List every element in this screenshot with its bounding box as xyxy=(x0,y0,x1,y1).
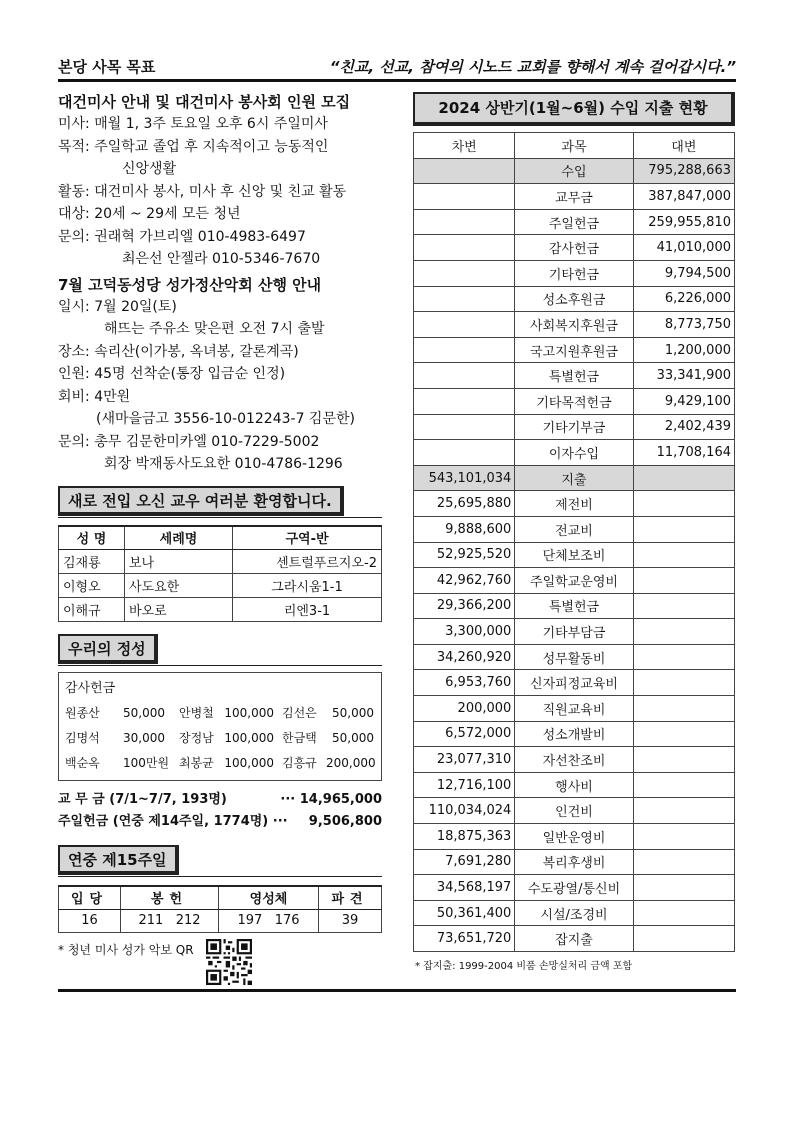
page-header xyxy=(58,54,736,82)
expense-category: 성소개발비 xyxy=(515,721,633,747)
table-row xyxy=(414,670,735,696)
welcome-title: 새로 전입 오신 교우 여러분 환영합니다. xyxy=(58,486,344,516)
expense-amount: 12,716,100 xyxy=(414,772,515,798)
income-category: 기타목적헌금 xyxy=(515,388,633,414)
donor-name: 한금택 xyxy=(282,731,317,745)
credit-cell xyxy=(633,542,734,568)
income-total: 795,288,663 xyxy=(633,158,734,184)
table-row xyxy=(414,696,735,722)
credit-cell xyxy=(633,747,734,773)
debit-cell xyxy=(414,209,515,235)
stats-header: 파견 xyxy=(319,886,382,909)
income-category: 이자수입 xyxy=(515,440,633,466)
income-category: 특별헌금 xyxy=(515,363,633,389)
thanks-offering-title: 감사헌금 xyxy=(65,681,116,696)
stats-header: 영성체 xyxy=(219,886,319,909)
expense-category: 행사비 xyxy=(515,772,633,798)
credit-cell xyxy=(633,696,734,722)
welcome-header: 세례명 xyxy=(125,526,233,550)
hike-title: 7월 고덕동성당 성가정산악회 산행 안내 xyxy=(58,275,322,294)
offertory-count: 211 212 xyxy=(121,909,219,932)
expense-category: 특별헌금 xyxy=(515,593,633,619)
expense-category: 자선찬조비 xyxy=(515,747,633,773)
debit-cell xyxy=(414,235,515,261)
debit-cell xyxy=(414,158,515,184)
expense-category: 복리후생비 xyxy=(515,849,633,875)
donor-amount: 50,000 xyxy=(123,706,165,720)
hike-line: (새마을금고 3556-10-012243-7 김문한) xyxy=(96,411,355,427)
income-category: 사회복지후원금 xyxy=(515,312,633,338)
dismissal-count: 39 xyxy=(319,909,382,932)
member-district: 그라시움1-1 xyxy=(233,574,382,598)
stats-header: 봉헌 xyxy=(121,886,219,909)
donor-name: 김선은 xyxy=(282,706,317,720)
communion-count: 197 176 xyxy=(219,909,319,932)
finance-header: 대변 xyxy=(633,133,734,159)
tithe-value: ··· 14,965,000 xyxy=(280,792,382,807)
donor-name: 백순옥 xyxy=(65,756,100,770)
table-row xyxy=(414,440,735,466)
expense-amount: 3,300,000 xyxy=(414,619,515,645)
expense-amount: 200,000 xyxy=(414,696,515,722)
list-item xyxy=(65,751,375,776)
income-amount: 33,341,900 xyxy=(633,363,734,389)
table-row xyxy=(414,619,735,645)
credit-cell xyxy=(633,516,734,542)
table-row xyxy=(414,875,735,901)
mass-title: 대건미사 안내 및 대건미사 봉사회 인원 모집 xyxy=(58,93,351,111)
stats-heading xyxy=(58,845,382,877)
table-row xyxy=(414,209,735,235)
income-category: 성소후원금 xyxy=(515,286,633,312)
expense-category: 일반운영비 xyxy=(515,824,633,850)
sunday-offering-value: 9,506,800 xyxy=(308,814,382,829)
expense-amount: 25,695,880 xyxy=(414,491,515,517)
mass-line: 최은선 안젤라 010-5346-7670 xyxy=(122,251,321,267)
income-category: 감사헌금 xyxy=(515,235,633,261)
expense-amount: 42,962,760 xyxy=(414,568,515,594)
list-item xyxy=(65,726,375,751)
entrance-count: 16 xyxy=(59,909,121,932)
welcome-table xyxy=(58,525,382,623)
table-row xyxy=(414,721,735,747)
donor-name: 최봉균 xyxy=(179,756,214,770)
table-row xyxy=(414,568,735,594)
debit-cell xyxy=(414,388,515,414)
finance-note: * 잡지출: 1999-2004 비품 손망실처리 금액 포함 xyxy=(415,961,633,972)
hike-section xyxy=(58,275,382,476)
credit-cell xyxy=(633,875,734,901)
income-amount: 41,010,000 xyxy=(633,235,734,261)
expense-amount: 6,953,760 xyxy=(414,670,515,696)
finance-table xyxy=(413,132,735,952)
finance-header: 과목 xyxy=(515,133,633,159)
table-row xyxy=(414,286,735,312)
credit-cell xyxy=(633,798,734,824)
credit-cell xyxy=(633,670,734,696)
expense-total: 543,101,034 xyxy=(414,465,515,491)
income-amount: 11,708,164 xyxy=(633,440,734,466)
credit-cell xyxy=(633,568,734,594)
debit-cell xyxy=(414,286,515,312)
expense-amount: 23,077,310 xyxy=(414,747,515,773)
table-row xyxy=(414,747,735,773)
welcome-heading xyxy=(58,486,382,518)
table-row xyxy=(59,550,382,574)
donor-amount: 50,000 xyxy=(332,731,374,745)
debit-cell xyxy=(414,312,515,338)
table-row xyxy=(414,824,735,850)
table-row xyxy=(414,260,735,286)
qr-code-icon[interactable] xyxy=(206,939,252,985)
offering-heading xyxy=(58,634,382,666)
donor-name: 김흥규 xyxy=(282,756,317,770)
sunday-offering-label: 주일헌금 (연중 제14주일, 1774명) ··· xyxy=(58,814,288,829)
expense-amount: 18,875,363 xyxy=(414,824,515,850)
expense-amount: 9,888,600 xyxy=(414,516,515,542)
table-row xyxy=(414,798,735,824)
table-row xyxy=(59,574,382,598)
table-row xyxy=(414,158,735,184)
table-row xyxy=(414,388,735,414)
income-amount: 6,226,000 xyxy=(633,286,734,312)
hike-line: 장소: 속리산(이가봉, 옥녀봉, 갈론계곡) xyxy=(58,343,299,360)
table-row xyxy=(414,926,735,952)
qr-note: * 청년 미사 성가 악보 QR xyxy=(58,942,194,957)
stats-title: 연중 제15주일 xyxy=(58,845,179,875)
table-row xyxy=(414,363,735,389)
credit-cell xyxy=(633,644,734,670)
mass-line: 문의: 권래혁 가브리엘 010-4983-6497 xyxy=(58,228,306,245)
expense-label: 지출 xyxy=(515,465,633,491)
income-amount: 9,794,500 xyxy=(633,260,734,286)
list-item xyxy=(65,701,375,726)
credit-cell xyxy=(633,721,734,747)
expense-category: 시설/조경비 xyxy=(515,900,633,926)
expense-category: 직원교육비 xyxy=(515,696,633,722)
welcome-header: 성 명 xyxy=(59,526,125,550)
member-baptismal-name: 사도요한 xyxy=(125,574,233,598)
expense-amount: 7,691,280 xyxy=(414,849,515,875)
income-amount: 8,773,750 xyxy=(633,312,734,338)
member-district: 센트럴푸르지오-2 xyxy=(233,550,382,574)
tithe-label: 교 무 금 (7/1~7/7, 193명) xyxy=(58,792,227,807)
right-column xyxy=(413,92,735,972)
mass-line: 미사: 매월 1, 3주 토요일 오후 6시 주일미사 xyxy=(58,116,328,132)
left-column xyxy=(58,92,382,985)
table-row xyxy=(414,644,735,670)
income-amount: 259,955,810 xyxy=(633,209,734,235)
hike-line: 문의: 총무 김문한미카엘 010-7229-5002 xyxy=(58,433,320,450)
donor-name: 안병철 xyxy=(179,706,214,720)
donor-amount: 100,000 xyxy=(224,706,274,720)
hike-line: 회비: 4만원 xyxy=(58,388,131,405)
table-row xyxy=(414,491,735,517)
offering-title: 우리의 정성 xyxy=(58,634,158,664)
donor-amount: 100,000 xyxy=(224,756,274,770)
expense-category: 전교비 xyxy=(515,516,633,542)
debit-cell xyxy=(414,363,515,389)
member-baptismal-name: 바오로 xyxy=(125,598,233,622)
member-name: 이해규 xyxy=(59,598,125,622)
table-row xyxy=(59,598,382,622)
expense-amount: 73,651,720 xyxy=(414,926,515,952)
table-row xyxy=(414,900,735,926)
hike-line: 일시: 7월 20일(토) xyxy=(58,298,177,315)
table-row xyxy=(414,184,735,210)
welcome-header: 구역-반 xyxy=(233,526,382,550)
expense-category: 단체보조비 xyxy=(515,542,633,568)
table-row xyxy=(414,772,735,798)
header-title: 본당 사목 목표 xyxy=(58,58,156,76)
table-row xyxy=(414,849,735,875)
income-label: 수입 xyxy=(515,158,633,184)
sunday-offering-summary xyxy=(58,811,382,833)
expense-category: 수도광열/통신비 xyxy=(515,875,633,901)
table-row xyxy=(414,465,735,491)
mass-line: 대상: 20세 ~ 29세 모든 청년 xyxy=(58,206,241,222)
table-row xyxy=(414,312,735,338)
stats-header: 입당 xyxy=(59,886,121,909)
debit-cell xyxy=(414,184,515,210)
finance-body xyxy=(414,158,735,951)
expense-category: 제전비 xyxy=(515,491,633,517)
table-row xyxy=(414,337,735,363)
table-row xyxy=(59,909,382,932)
donor-name: 장정남 xyxy=(179,731,214,745)
expense-amount: 52,925,520 xyxy=(414,542,515,568)
member-name: 이형오 xyxy=(59,574,125,598)
mass-section xyxy=(58,92,382,271)
income-amount: 387,847,000 xyxy=(633,184,734,210)
income-category: 기타헌금 xyxy=(515,260,633,286)
donor-amount: 100만원 xyxy=(123,756,170,770)
finance-title: 2024 상반기(1월~6월) 수입 지출 현황 xyxy=(413,92,735,126)
expense-amount: 6,572,000 xyxy=(414,721,515,747)
credit-cell xyxy=(633,465,734,491)
thanks-offering-box xyxy=(58,672,382,781)
mass-line: 신앙생활 xyxy=(122,161,177,177)
debit-cell xyxy=(414,440,515,466)
header-motto: “친교, 선교, 참여의 시노드 교회를 향해서 계속 걸어갑시다.” xyxy=(329,58,736,76)
donor-amount: 30,000 xyxy=(123,731,165,745)
expense-amount: 29,366,200 xyxy=(414,593,515,619)
credit-cell xyxy=(633,926,734,952)
member-district: 리엔3-1 xyxy=(233,598,382,622)
mass-line: 활동: 대건미사 봉사, 미사 후 신앙 및 친교 활동 xyxy=(58,183,347,200)
mass-line: 목적: 주일학교 졸업 후 지속적이고 능동적인 xyxy=(58,138,329,155)
finance-header: 차변 xyxy=(414,133,515,159)
income-category: 기타기부금 xyxy=(515,414,633,440)
debit-cell xyxy=(414,260,515,286)
expense-amount: 34,260,920 xyxy=(414,644,515,670)
income-amount: 2,402,439 xyxy=(633,414,734,440)
donor-amount: 100,000 xyxy=(224,731,274,745)
credit-cell xyxy=(633,593,734,619)
credit-cell xyxy=(633,772,734,798)
member-baptismal-name: 보나 xyxy=(125,550,233,574)
member-name: 김재룡 xyxy=(59,550,125,574)
income-amount: 1,200,000 xyxy=(633,337,734,363)
income-category: 주일헌금 xyxy=(515,209,633,235)
income-category: 교무금 xyxy=(515,184,633,210)
expense-category: 주일학교운영비 xyxy=(515,568,633,594)
credit-cell xyxy=(633,849,734,875)
credit-cell xyxy=(633,619,734,645)
income-amount: 9,429,100 xyxy=(633,388,734,414)
hike-line: 인원: 45명 선착순(통장 입금순 인정) xyxy=(58,366,286,382)
expense-category: 성무활동비 xyxy=(515,644,633,670)
expense-amount: 110,034,024 xyxy=(414,798,515,824)
expense-amount: 34,568,197 xyxy=(414,875,515,901)
table-row xyxy=(414,593,735,619)
table-row xyxy=(414,516,735,542)
debit-cell xyxy=(414,414,515,440)
donor-name: 김명석 xyxy=(65,731,100,745)
credit-cell xyxy=(633,824,734,850)
hike-line: 해뜨는 주유소 맞은편 오전 7시 출발 xyxy=(104,321,325,337)
expense-amount: 50,361,400 xyxy=(414,900,515,926)
donor-amount: 50,000 xyxy=(332,706,374,720)
footer-divider xyxy=(58,989,736,992)
income-category: 국고지원후원금 xyxy=(515,337,633,363)
donor-name: 원종산 xyxy=(65,706,100,720)
expense-category: 잡지출 xyxy=(515,926,633,952)
credit-cell xyxy=(633,900,734,926)
qr-note-row xyxy=(58,939,382,985)
table-row xyxy=(414,235,735,261)
table-row xyxy=(414,414,735,440)
hike-line: 회장 박재동사도요한 010-4786-1296 xyxy=(104,456,343,472)
table-row xyxy=(414,542,735,568)
donor-amount: 200,000 xyxy=(326,756,376,770)
expense-category: 신자피정교육비 xyxy=(515,670,633,696)
expense-category: 인건비 xyxy=(515,798,633,824)
expense-category: 기타부담금 xyxy=(515,619,633,645)
debit-cell xyxy=(414,337,515,363)
credit-cell xyxy=(633,491,734,517)
attendance-table xyxy=(58,885,382,933)
tithe-summary xyxy=(58,789,382,811)
